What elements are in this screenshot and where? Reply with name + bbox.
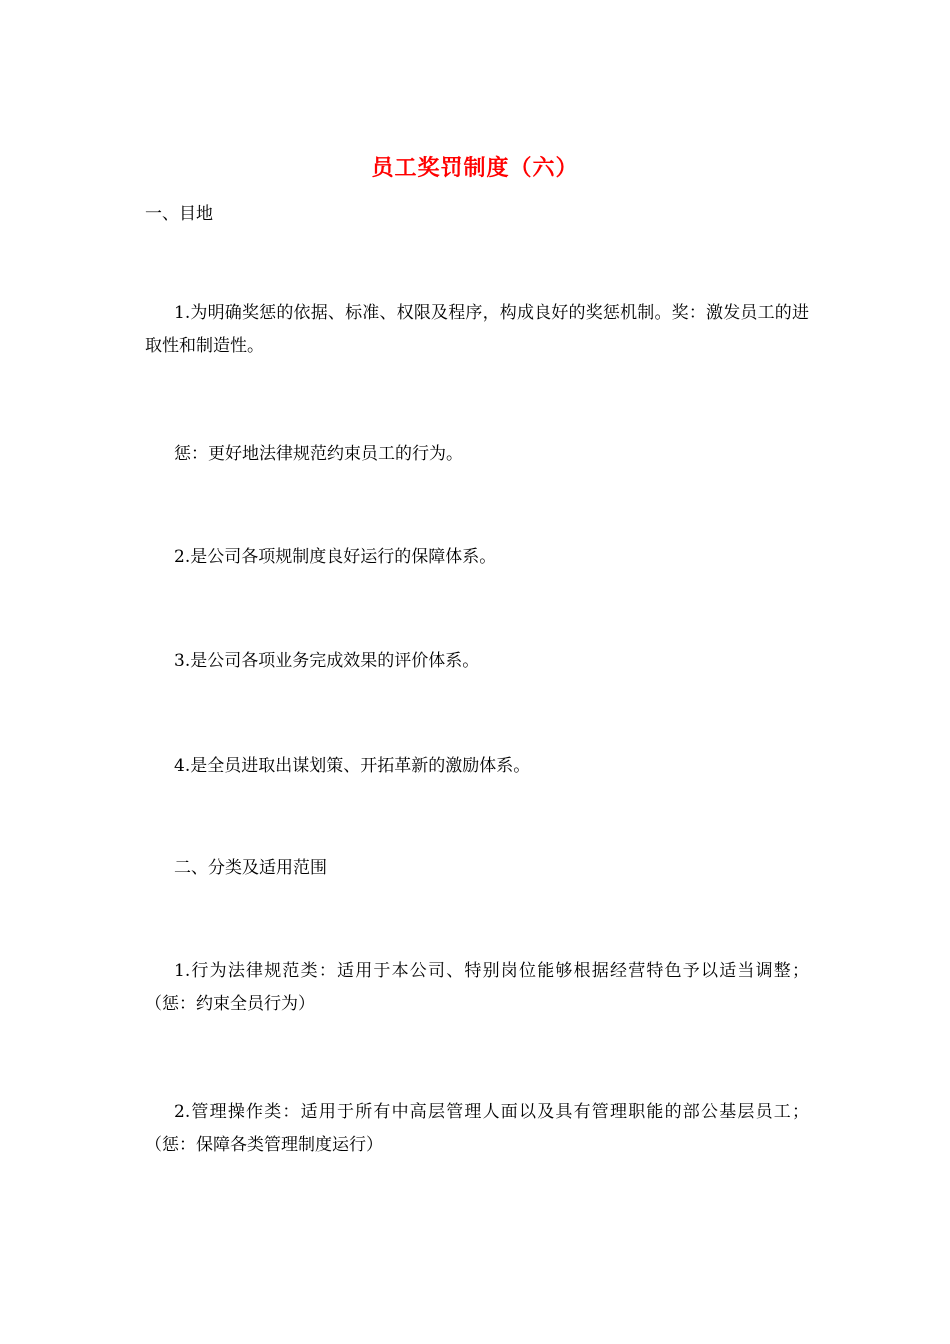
document-title: 员工奖罚制度（六） (371, 155, 579, 181)
paragraph-purpose-3: 3.是公司各项业务完成效果的评价体系。 (174, 651, 480, 671)
paragraph-purpose-1: 1.为明确奖惩的依据、标准、权限及程序，构成良好的奖惩机制。奖：激发员工的进取性和制造性。 (145, 303, 809, 356)
paragraph-punishment-note: 惩：更好地法律规范约束员工的行为。 (174, 444, 463, 464)
section-heading-purpose: 一、目地 (145, 204, 213, 224)
paragraph-scope-1: 1.行为法律规范类：适用于本公司、特别岗位能够根据经营特色予以适当调整；（惩：约束全员行为） (145, 961, 809, 1014)
paragraph-scope-2: 2.管理操作类：适用于所有中高层管理人面以及具有管理职能的部公基层员工；（惩：保障各类管理制度运行） (145, 1102, 809, 1155)
paragraph-purpose-2: 2.是公司各项规制度良好运行的保障体系。 (174, 547, 497, 567)
section-heading-scope: 二、分类及适用范围 (174, 858, 327, 878)
paragraph-purpose-4: 4.是全员进取出谋划策、开拓革新的激励体系。 (174, 756, 531, 776)
